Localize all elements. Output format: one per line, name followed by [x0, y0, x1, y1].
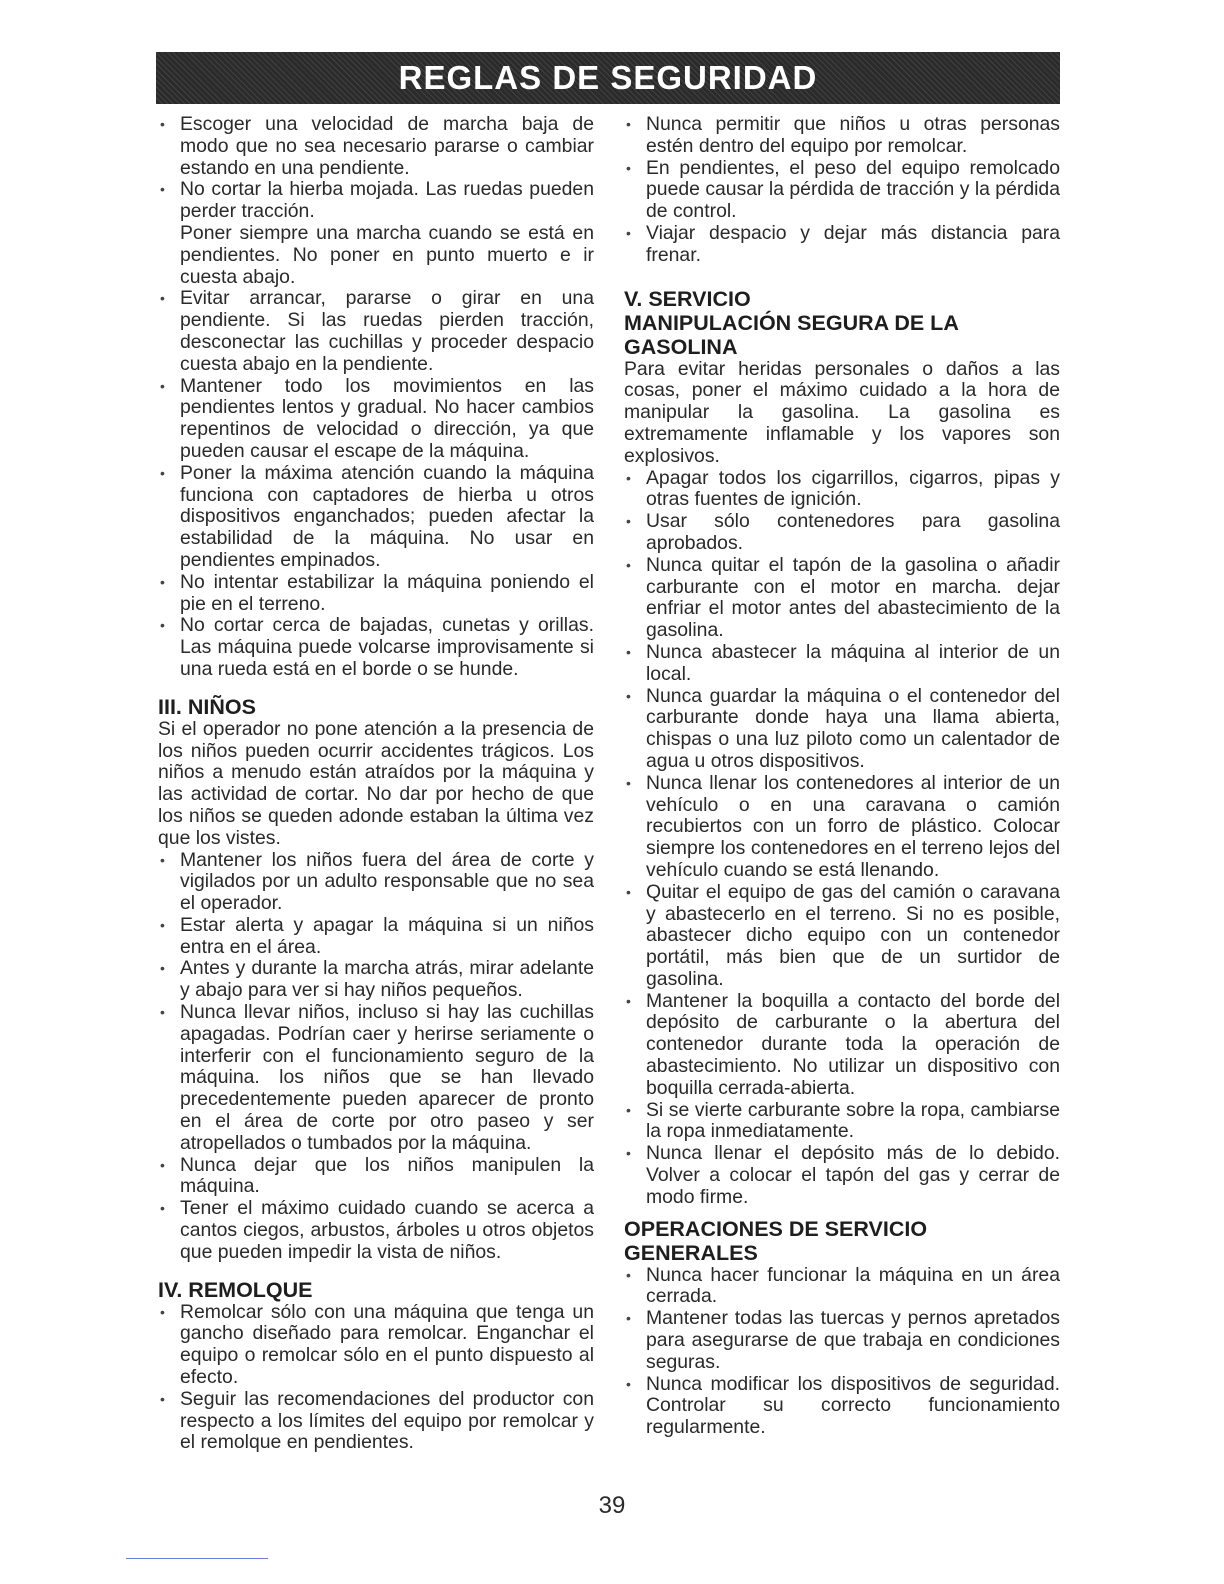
list-item: • Nunca llenar el depósito más de lo debido. Volver a colocar el tapón del gas y cerrar de modo firme. [624, 1143, 1060, 1208]
ninos-intro: Si el operador no pone atención a la presencia de los niños pueden ocurrir accidentes trágicos. Los niños a menudo están atraídos por la máquina y las actividad de cortar. No dar por hecho de que los niños se queden adonde estaban la última vez que los vistes. [158, 717, 594, 849]
list-item: • Quitar el equipo de gas del camión o caravana y abastecerlo en el terreno. Si no es posible, abastecer dicho equipo con un contenedor portátil, más bien que de un surtidor de gasolina. [624, 882, 1060, 991]
list-item: • Viajar despacio y dejar más distancia para frenar. [624, 223, 1060, 267]
list-item: • Evitar arrancar, pararse o girar en una pendiente. Si las ruedas pierden tracción, desconectar las cuchillas y proceder despacio cuesta abajo en la pendiente. [158, 288, 594, 375]
list-item: • En pendientes, el peso del equipo remolcado puede causar la pérdida de tracción y la pérdida de control. [624, 158, 1060, 223]
section-banner [156, 52, 1060, 104]
list-item: • Tener el máximo cuidado cuando se acerca a cantos ciegos, arbustos, árboles u otros objetos que pueden impedir la vista de niños. [158, 1198, 594, 1263]
slope-rules-list [158, 114, 594, 681]
list-item: • Escoger una velocidad de marcha baja de modo que no sea necesario pararse o cambiar estando en una pendiente. [158, 114, 594, 179]
gasolina-list [624, 468, 1060, 1209]
list-item: • Usar sólo contenedores para gasolina aprobados. [624, 511, 1060, 555]
ninos-list [158, 850, 594, 1264]
list-item: • Nunca permitir que niños u otras personas estén dentro del equipo por remolcar. [624, 114, 1060, 158]
operaciones-list [624, 1265, 1060, 1439]
list-item: • Remolcar sólo con una máquina que tenga un gancho diseñado para remolcar. Enganchar el equipo o remolcar sólo en el punto dispuesto al efecto. [158, 1302, 594, 1389]
list-item: • Nunca modificar los dispositivos de seguridad. Controlar su correcto funcionamiento regularmente. [624, 1374, 1060, 1439]
section-heading-servicio: V. SERVICIO [624, 286, 751, 311]
section-heading-ninos: III. NIÑOS [158, 694, 256, 719]
list-item: • Nunca llenar los contenedores al interior de un vehículo o en una caravana o camión recubiertos con un forro de plástico. Colocar siempre los contenedores en el terreno lejos del vehículo cuando se está llenando. [624, 773, 1060, 882]
list-item: • Nunca dejar que los niños manipulen la máquina. [158, 1155, 594, 1199]
list-item: • Nunca llevar niños, incluso si hay las cuchillas apagadas. Podrían caer y herirse seriamente o interferir con el funcionamiento seguro de la máquina. los niños que se han llevado precedentemente pueden aparecer de pronto en el área de corte por otro paseo y ser atropellados o tumbados por la máquina. [158, 1002, 594, 1155]
remolque-list-continued [624, 114, 1060, 267]
page-title: REGLAS DE SEGURIDAD [398, 59, 818, 96]
link-underline [126, 1558, 268, 1559]
list-item: • Estar alerta y apagar la máquina si un niños entra en el área. [158, 915, 594, 959]
list-item: • Mantener todo los movimientos en las pendientes lentos y gradual. No hacer cambios repentinos de velocidad o dirección, ya que pueden causar el escape de la máquina. [158, 376, 594, 463]
subheading-gasolina: MANIPULACIÓN SEGURA DE LA GASOLINA [624, 310, 959, 359]
right-column [624, 114, 1060, 1439]
list-item: • Nunca abastecer la máquina al interior de un local. [624, 642, 1060, 686]
list-item: • Antes y durante la marcha atrás, mirar adelante y abajo para ver si hay niños pequeños. [158, 958, 594, 1002]
list-item: • Poner la máxima atención cuando la máquina funciona con captadores de hierba u otros dispositivos enganchados; pueden afectar la estabilidad de la máquina. No usar en pendientes empinados. [158, 463, 594, 572]
list-item: • No cortar cerca de bajadas, cunetas y orillas. Las máquina puede volcarse improvisamente si una rueda está en el borde o se hunde. [158, 615, 594, 680]
section-heading-remolque: IV. REMOLQUE [158, 1277, 313, 1302]
page-number: 39 [598, 1492, 626, 1519]
gasolina-intro: Para evitar heridas personales o daños a las cosas, poner el máximo cuidado a la hora de manipular la gasolina. La gasolina es extremamente inflamable y los vapores son explosivos. [624, 357, 1060, 467]
list-item: • Mantener la boquilla a contacto del borde del depósito de carburante o la abertura del contenedor durante toda la operación de abastecimiento. No utilizar un dispositivo con boquilla cerrada-abierta. [624, 991, 1060, 1100]
left-column [158, 114, 594, 1454]
list-item: • Mantener los niños fuera del área de corte y vigilados por un adulto responsable que no sea el operador. [158, 850, 594, 915]
list-item: • Nunca guardar la máquina o el contenedor del carburante donde haya una llama abierta, chispas o una luz piloto como un calentador de agua u otros dispositivos. [624, 686, 1060, 773]
list-item: • No intentar estabilizar la máquina poniendo el pie en el terreno. [158, 572, 594, 616]
remolque-list [158, 1302, 594, 1455]
section-heading-operaciones: OPERACIONES DE SERVICIO GENERALES [624, 1216, 928, 1265]
list-item-continuation: Poner siempre una marcha cuando se está en pendientes. No poner en punto muerto e ir cuesta abajo. [180, 221, 594, 288]
list-item: • Mantener todas las tuercas y pernos apretados para asegurarse de que trabaja en condiciones seguras. [624, 1308, 1060, 1373]
list-item: • Nunca hacer funcionar la máquina en un área cerrada. [624, 1265, 1060, 1309]
list-item: • No cortar la hierba mojada. Las ruedas pueden perder tracción. [158, 179, 594, 223]
list-item: • Seguir las recomendaciones del productor con respecto a los límites del equipo por remolcar y el remolque en pendientes. [158, 1389, 594, 1454]
list-item: • Nunca quitar el tapón de la gasolina o añadir carburante con el motor en marcha. dejar enfriar el motor antes del abastecimiento de la gasolina. [624, 555, 1060, 642]
list-item: • Si se vierte carburante sobre la ropa, cambiarse la ropa inmediatamente. [624, 1100, 1060, 1144]
list-item: • Apagar todos los cigarrillos, cigarros, pipas y otras fuentes de ignición. [624, 468, 1060, 512]
